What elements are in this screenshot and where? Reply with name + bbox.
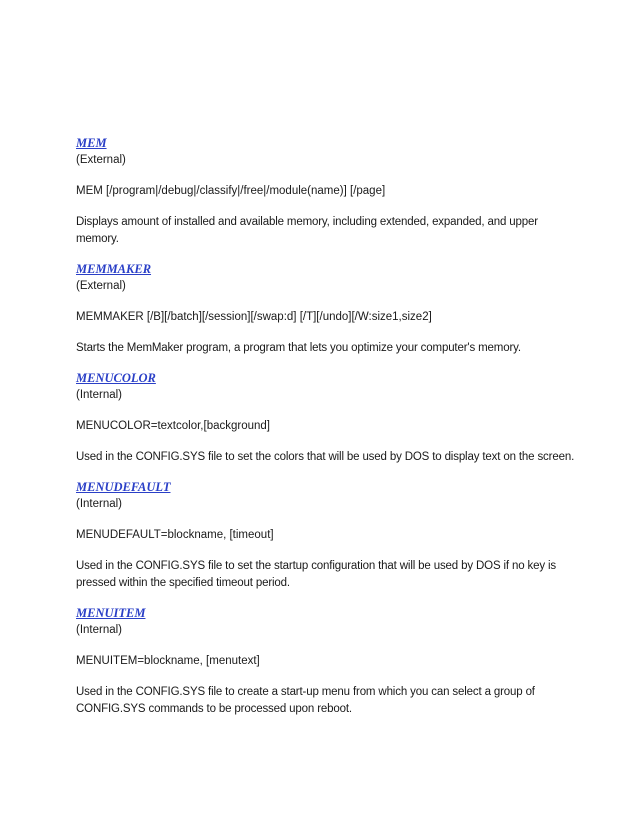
command-syntax: MENUDEFAULT=blockname, [timeout] xyxy=(76,529,274,541)
command-type: (Internal) xyxy=(76,389,123,401)
command-link-memmaker[interactable]: MEMMAKER xyxy=(76,262,152,276)
command-entry-memmaker xyxy=(76,261,576,357)
command-entry-menucolor xyxy=(76,370,576,466)
command-syntax: MEMMAKER [/B][/batch][/session][/swap:d] [/T][/undo][/W:size1,size2] xyxy=(76,311,432,323)
command-type: (External) xyxy=(76,154,126,166)
command-list xyxy=(76,135,576,731)
command-description: Used in the CONFIG.SYS file to set the startup configuration that will be used by DOS if no key is pressed within the specified timeout period. xyxy=(76,560,557,589)
command-type: (Internal) xyxy=(76,498,123,510)
command-description: Used in the CONFIG.SYS file to create a start-up menu from which you can select a group of CONFIG.SYS commands to be processed upon reboot. xyxy=(76,686,535,715)
command-entry-menudefault xyxy=(76,479,576,592)
command-link-menucolor[interactable]: MENUCOLOR xyxy=(76,371,156,385)
command-syntax: MEM [/program|/debug|/classify|/free|/module(name)] [/page] xyxy=(76,185,386,197)
command-description: Starts the MemMaker program, a program that lets you optimize your computer's memory. xyxy=(76,342,521,354)
command-description: Used in the CONFIG.SYS file to set the colors that will be used by DOS to display text on the screen. xyxy=(76,451,575,463)
command-description: Displays amount of installed and available memory, including extended, expanded, and upper memory. xyxy=(76,216,538,245)
command-type: (Internal) xyxy=(76,624,123,636)
command-link-menuitem[interactable]: MENUITEM xyxy=(76,606,146,620)
command-type: (External) xyxy=(76,280,126,292)
command-link-menudefault[interactable]: MENUDEFAULT xyxy=(76,480,171,494)
command-entry-mem xyxy=(76,135,576,248)
command-syntax: MENUCOLOR=textcolor,[background] xyxy=(76,420,270,432)
command-syntax: MENUITEM=blockname, [menutext] xyxy=(76,655,260,667)
command-link-mem[interactable]: MEM xyxy=(76,136,107,150)
command-entry-menuitem xyxy=(76,605,576,718)
